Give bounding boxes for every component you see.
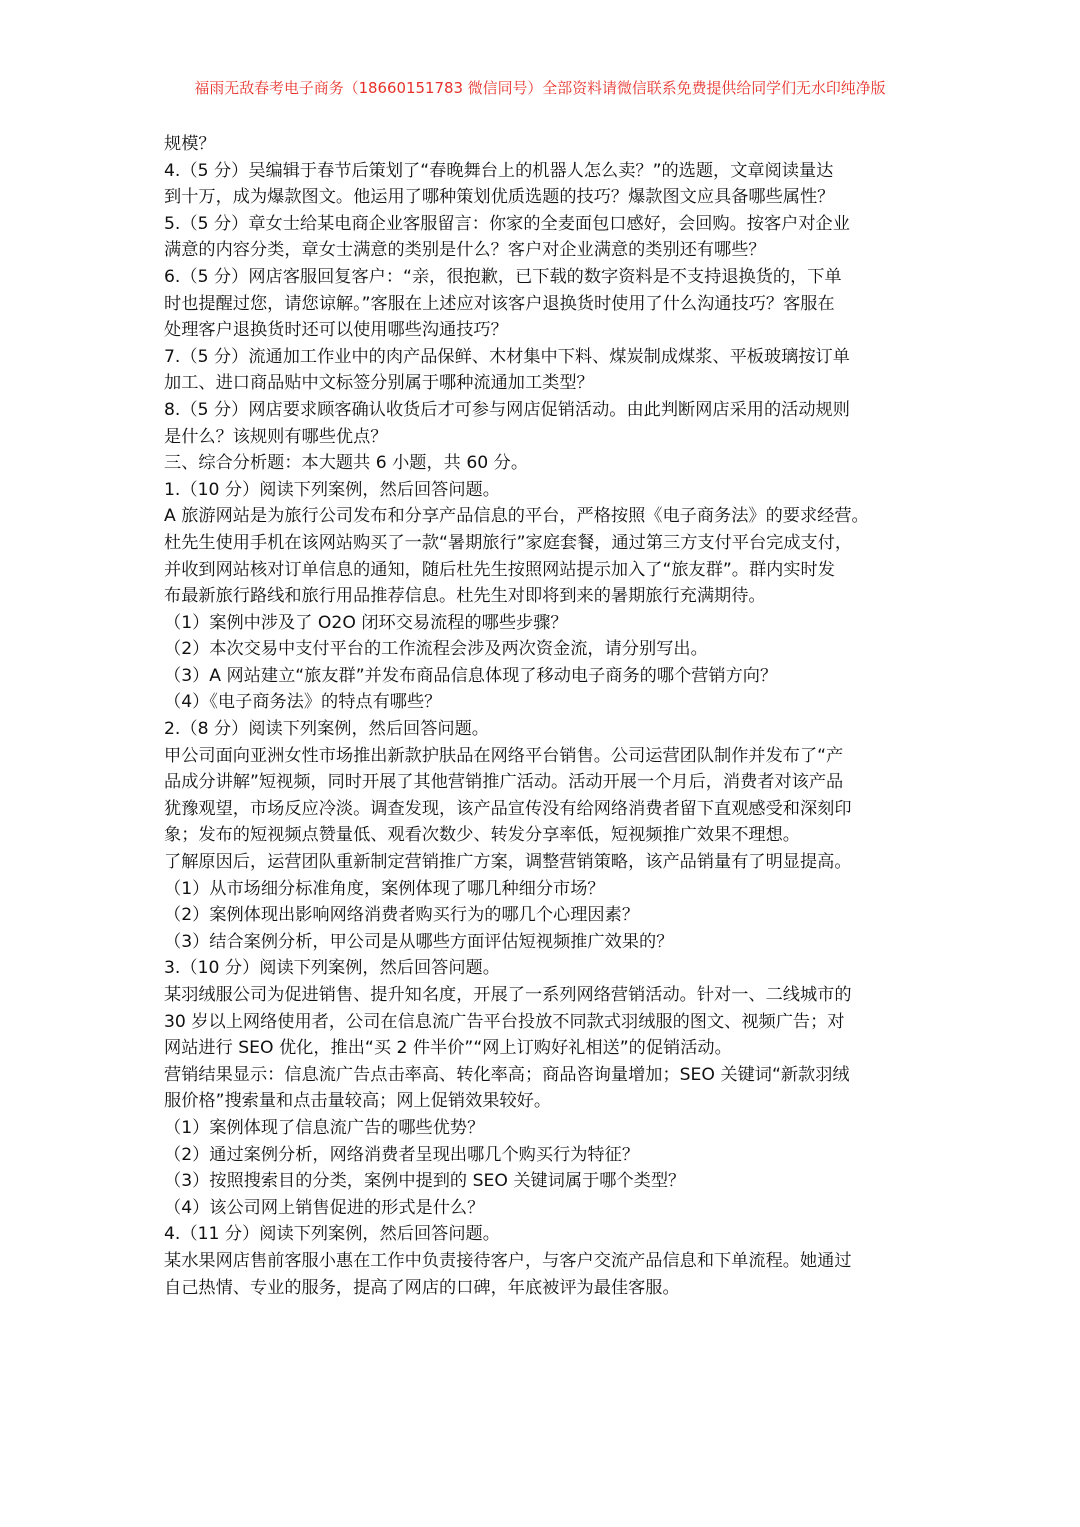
text-line: 犹豫观望，市场反应冷淡。调查发现，该产品宣传没有给网络消费者留下直观感受和深刻印: [164, 798, 852, 819]
text-line: 规模？: [164, 134, 216, 154]
text-line: 杜先生使用手机在该网站购买了一款“暑期旅行”家庭套餐，通过第三方支付平台完成支付，: [164, 532, 853, 553]
text-line: 了解原因后，运营团队重新制定营销推广方案，调整营销策略，该产品销量有了明显提高。: [164, 852, 852, 873]
text-line: 加工、进口商品贴中文标签分别属于哪种流通加工类型？: [164, 373, 594, 394]
text-line: 处理客户退换货时还可以使用哪些沟通技巧？: [164, 320, 508, 341]
text-line: （3）A 网站建立“旅友群”并发布商品信息体现了移动电子商务的哪个营销方向？: [164, 665, 778, 686]
text-line: （1）案例中涉及了 O2O 闭环交易流程的哪些步骤？: [164, 612, 568, 633]
text-line: 三、综合分析题：本大题共 6 小题，共 60 分。: [164, 453, 529, 474]
text-line: A 旅游网站是为旅行公司发布和分享产品信息的平台，严格按照《电子商务法》的要求经营。: [164, 506, 869, 527]
text-line: 自己热情、专业的服务，提高了网店的口碑，年底被评为最佳客服。: [164, 1277, 680, 1298]
text-line: （2）本次交易中支付平台的工作流程会涉及两次资金流，请分别写出。: [164, 639, 708, 660]
text-line: 5.（5 分）章女士给某电商企业客服留言：你家的全麦面包口感好，会回购。按客户对企业: [164, 213, 850, 234]
text-line: 某羽绒服公司为促进销售、提升知名度，开展了一系列网络营销活动。针对一、二线城市的: [164, 985, 852, 1005]
text-line: （2）案例体现出影响网络消费者购买行为的哪几个心理因素？: [164, 905, 640, 926]
text-line: （1）案例体现了信息流广告的哪些优势？: [164, 1117, 485, 1138]
text-line: 满意的内容分类，章女士满意的类别是什么？客户对企业满意的类别还有哪些？: [164, 240, 766, 261]
text-line: （3）按照搜索目的分类，案例中提到的 SEO 关键词属于哪个类型？: [164, 1171, 686, 1192]
text-line: 4.（11 分）阅读下列案例，然后回答问题。: [164, 1224, 500, 1245]
text-line: 到十万，成为爆款图文。他运用了哪种策划优质选题的技巧？爆款图文应具备哪些属性？: [164, 187, 835, 208]
text-line: 2.（8 分）阅读下列案例，然后回答问题。: [164, 719, 489, 740]
text-line: 是什么？该规则有哪些优点？: [164, 426, 388, 447]
text-line: 甲公司面向亚洲女性市场推出新款护肤品在网络平台销售。公司运营团队制作并发布了“产: [164, 745, 844, 766]
text-line: （3）结合案例分析，甲公司是从哪些方面评估短视频推广效果的？: [164, 931, 674, 952]
text-line: （4）该公司网上销售促进的形式是什么？: [164, 1197, 485, 1218]
text-line: 象；发布的短视频点赞量低、观看次数少、转发分享率低，短视频推广效果不理想。: [164, 825, 800, 846]
text-line: （4）《电子商务法》的特点有哪些？: [164, 692, 442, 713]
text-line: 某水果网店售前客服小惠在工作中负责接待客户，与客户交流产品信息和下单流程。她通过: [164, 1250, 852, 1271]
text-line: 布最新旅行路线和旅行用品推荐信息。杜先生对即将到来的暑期旅行充满期待。: [164, 586, 766, 607]
text-line: 30 岁以上网络使用者，公司在信息流广告平台投放不同款式羽绒服的图文、视频广告；对: [164, 1011, 845, 1032]
text-line: 品成分讲解”短视频，同时开展了其他营销推广活动。活动开展一个月后，消费者对该产品: [164, 772, 844, 793]
text-line: 8.（5 分）网店要求顾客确认收货后才可参与网店促销活动。由此判断网店采用的活动规则: [164, 399, 850, 420]
text-line: 7.（5 分）流通加工作业中的肉产品保鲜、木材集中下料、煤炭制成煤浆、平板玻璃按订单: [164, 346, 850, 367]
text-line: 3.（10 分）阅读下列案例，然后回答问题。: [164, 958, 500, 979]
text-line: 营销结果显示：信息流广告点击率高、转化率高；商品咨询量增加；SEO 关键词“新款羽绒: [164, 1064, 850, 1085]
text-line: 4.（5 分）吴编辑于春节后策划了“春晚舞台上的机器人怎么卖？”的选题，文章阅读量达: [164, 160, 834, 181]
document-body: [164, 131, 919, 1301]
watermark-header: 福雨无敌春考电子商务（18660151783 微信同号）全部资料请微信联系免费提供给同学们无水印纯净版: [194, 79, 886, 97]
text-line: 时也提醒过您，请您谅解。”客服在上述应对该客户退换货时使用了什么沟通技巧？客服在: [164, 293, 835, 314]
text-line: （1）从市场细分标准角度，案例体现了哪几种细分市场？: [164, 878, 605, 899]
text-line: 服价格”搜索量和点击量较高；网上促销效果较好。: [164, 1091, 552, 1112]
text-line: 6.（5 分）网店客服回复客户：“亲，很抱歉，已下载的数字资料是不支持退换货的，下单: [164, 266, 842, 287]
text-line: （2）通过案例分析，网络消费者呈现出哪几个购买行为特征？: [164, 1144, 640, 1165]
text-line: 并收到网站核对订单信息的通知，随后杜先生按照网站提示加入了“旅友群”。群内实时发: [164, 559, 835, 580]
text-line: 1.（10 分）阅读下列案例，然后回答问题。: [164, 479, 500, 500]
text-line: 网站进行 SEO 优化，推出“买 2 件半价”“网上订购好礼相送”的促销活动。: [164, 1038, 732, 1059]
